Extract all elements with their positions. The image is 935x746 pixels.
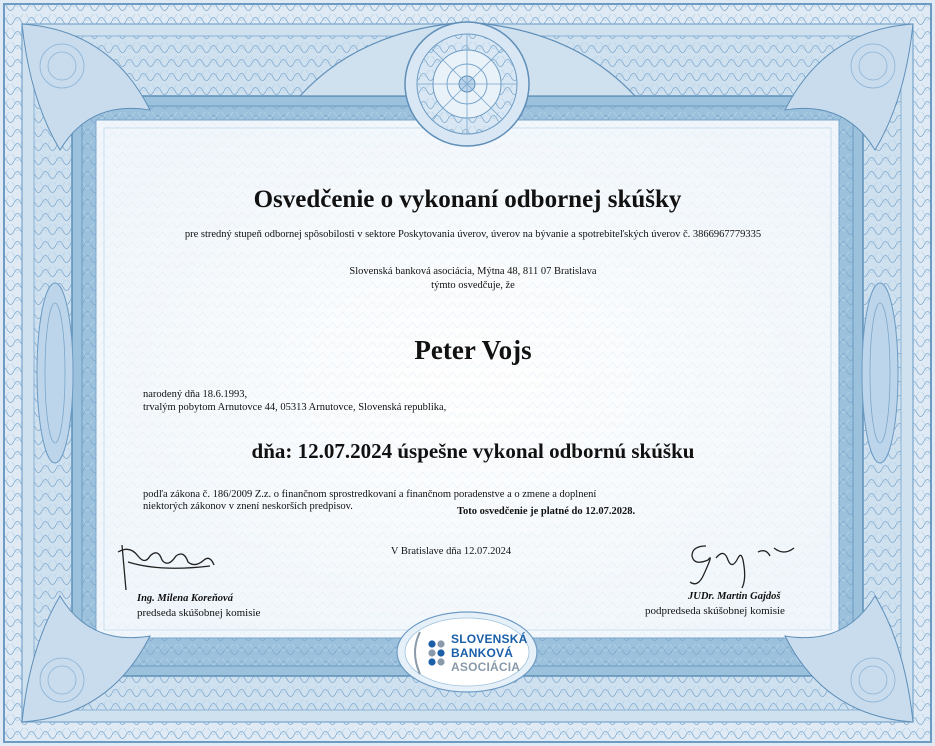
signatory-left-name: Ing. Milena Koreňová: [137, 593, 233, 604]
place-date: V Bratislave dňa 12.07.2024: [390, 546, 512, 557]
holder-name: Peter Vojs: [414, 335, 532, 365]
logo-line-3: ASOCIÁCIA: [451, 660, 521, 674]
sba-logo: [413, 622, 527, 684]
signatory-left-role: predseda skúšobnej komisie: [137, 607, 261, 619]
exam-line: dňa: 12.07.2024 úspešne vykonal odbornú skúšku: [251, 439, 695, 463]
signatory-right-name: JUDr. Martin Gajdoš: [688, 591, 781, 602]
law-line-2: niektorých zákonov v znení neskorších predpisov.: [143, 501, 353, 512]
address-line: trvalým pobytom Arnutovce 44, 05313 Arnutovce, Slovenská republika,: [143, 402, 447, 413]
validity-text: Toto osvedčenie je platné do 12.07.2028.: [457, 506, 636, 517]
certify-text: týmto osvedčuje, že: [431, 280, 515, 291]
certificate-title: Osvedčenie o vykonaní odbornej skúšky: [253, 186, 682, 213]
certificate-subtitle: pre stredný stupeň odbornej spôsobilosti v sektore Poskytovania úverov, úverov na bývanie a spotrebiteľských úverov č. 3866967779335: [184, 229, 762, 240]
issuer-address: Slovenská banková asociácia, Mýtna 48, 811 07 Bratislava: [349, 266, 597, 277]
signatory-right-role: podpredseda skúšobnej komisie: [645, 605, 785, 617]
logo-line-1: SLOVENSKÁ: [451, 632, 528, 646]
birth-line: narodený dňa 18.6.1993,: [143, 389, 248, 400]
logo-line-2: BANKOVÁ: [451, 646, 514, 660]
law-line-1: podľa zákona č. 186/2009 Z.z. o finančnom sprostredkovaní a finančnom poradenstve a o zmene a doplnení: [143, 489, 597, 500]
